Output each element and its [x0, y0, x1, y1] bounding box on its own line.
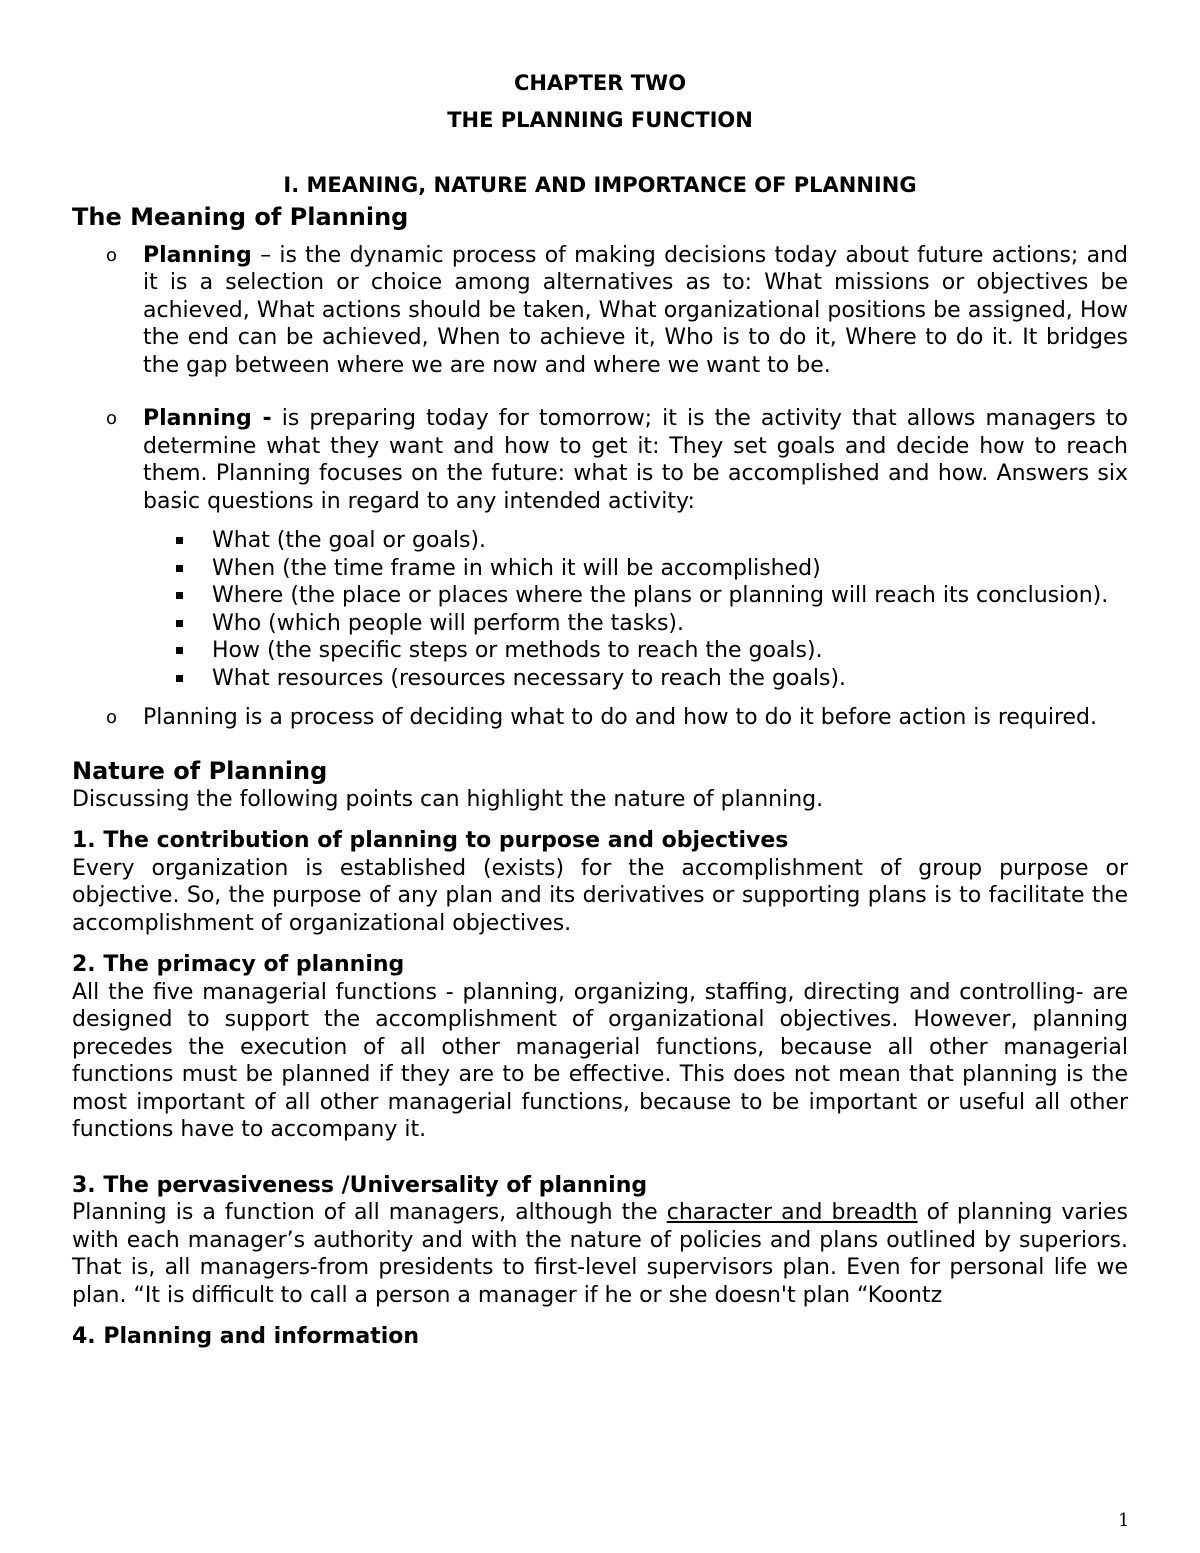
point-4-title: 4. Planning and information — [72, 1324, 420, 1349]
meaning-bullet-2 — [72, 405, 1128, 692]
circle-bullet-icon: o — [106, 707, 118, 728]
question-text: How (the specific steps or methods to reach the goals). — [212, 638, 823, 663]
circle-bullet-icon: o — [106, 408, 118, 429]
point-3-text-a: Planning is a function of all managers, although the — [72, 1200, 667, 1225]
point-1-text: Every organization is established (exists) for the accomplishment of group purpose or objective. So, the purpose of any plan and its derivatives or supporting plans is to facilitate the accomplishment of organizational objectives. — [72, 855, 1128, 936]
bullet-term: Planning — [143, 242, 252, 268]
bullet-text: – is the dynamic process of making decisions today about future actions; and it is a selection or choice among alternatives as to: What missions or objectives be achieved, What actions should be taken, What organizational positions be assigned, How the end can be achieved, When to achieve it, Who is to do it, Where to do it. It bridges the gap between where we are now and where we want to be. — [143, 242, 1128, 378]
meaning-bullet-list — [72, 242, 1128, 732]
list-item — [72, 665, 1128, 693]
meaning-heading: The Meaning of Planning — [72, 202, 409, 231]
page-number: 1 — [1118, 1510, 1130, 1531]
list-item — [72, 555, 1128, 583]
document-page — [72, 70, 1128, 1351]
question-text: What resources (resources necessary to reach the goals). — [212, 665, 847, 691]
list-item — [72, 637, 1128, 665]
point-3-text — [72, 1199, 1128, 1309]
point-2-text: All the five managerial functions - planning, organizing, staffing, directing and controlling- are designed to support the accomplishment of organizational objectives. However, planning precedes the execution of all other managerial functions, because all other managerial functions must be planned if they are to be effective. This does not mean that planning is the most important of all other managerial functions, because to be important or useful all other functions have to accompany it. — [72, 979, 1128, 1142]
bullet-text: Planning is a process of deciding what to do and how to do it before action is required. — [143, 705, 1098, 730]
chapter-title: THE PLANNING FUNCTION — [447, 107, 753, 132]
square-bullet-icon — [176, 592, 183, 599]
question-text: When (the time frame in which it will be accomplished) — [212, 555, 821, 581]
square-bullet-icon — [176, 537, 183, 544]
section-heading: I. MEANING, NATURE AND IMPORTANCE OF PLANNING — [283, 173, 917, 197]
nature-intro: Discussing the following points can highlight the nature of planning. — [72, 786, 824, 812]
point-2-title: 2. The primacy of planning — [72, 952, 405, 977]
bullet-text: is preparing today for tomorrow; it is the activity that allows managers to determine what they want and how to get it: They set goals and decide how to reach them. Planning focuses on the future: what is to be accomplished and how. Answers six basic questions in regard to any intended activity: — [143, 406, 1128, 514]
nature-heading: Nature of Planning — [72, 756, 328, 785]
point-3-text-b: of planning varies with each manager’s authority and with the nature of policies and plans outlined by superiors. That is, all managers-from presidents to first-level supervisors plan. Even for personal life we plan. “It is difficult to call a person a manager if he or she doesn't plan “Koontz — [72, 1200, 1129, 1308]
bullet-term: Planning - — [143, 406, 272, 431]
meaning-bullet-1 — [72, 242, 1128, 380]
underlined-phrase: character and breadth — [666, 1200, 918, 1225]
square-bullet-icon — [176, 675, 183, 682]
meaning-bullet-3 — [72, 704, 1128, 732]
point-1-title: 1. The contribution of planning to purpose and objectives — [72, 828, 789, 853]
square-bullet-icon — [176, 647, 183, 654]
six-questions-list — [72, 527, 1128, 692]
chapter-label: CHAPTER TWO — [513, 71, 687, 95]
question-text: Who (which people will perform the tasks). — [212, 610, 684, 636]
list-item — [72, 527, 1128, 555]
square-bullet-icon — [176, 620, 183, 627]
list-item — [72, 582, 1128, 610]
question-text: What (the goal or goals). — [212, 528, 487, 553]
question-text: Where (the place or places where the plans or planning will reach its conclusion). — [212, 583, 1109, 608]
circle-bullet-icon: o — [106, 244, 118, 266]
point-3-title: 3. The pervasiveness /Universality of planning — [72, 1172, 648, 1198]
list-item — [72, 610, 1128, 638]
square-bullet-icon — [176, 565, 183, 572]
